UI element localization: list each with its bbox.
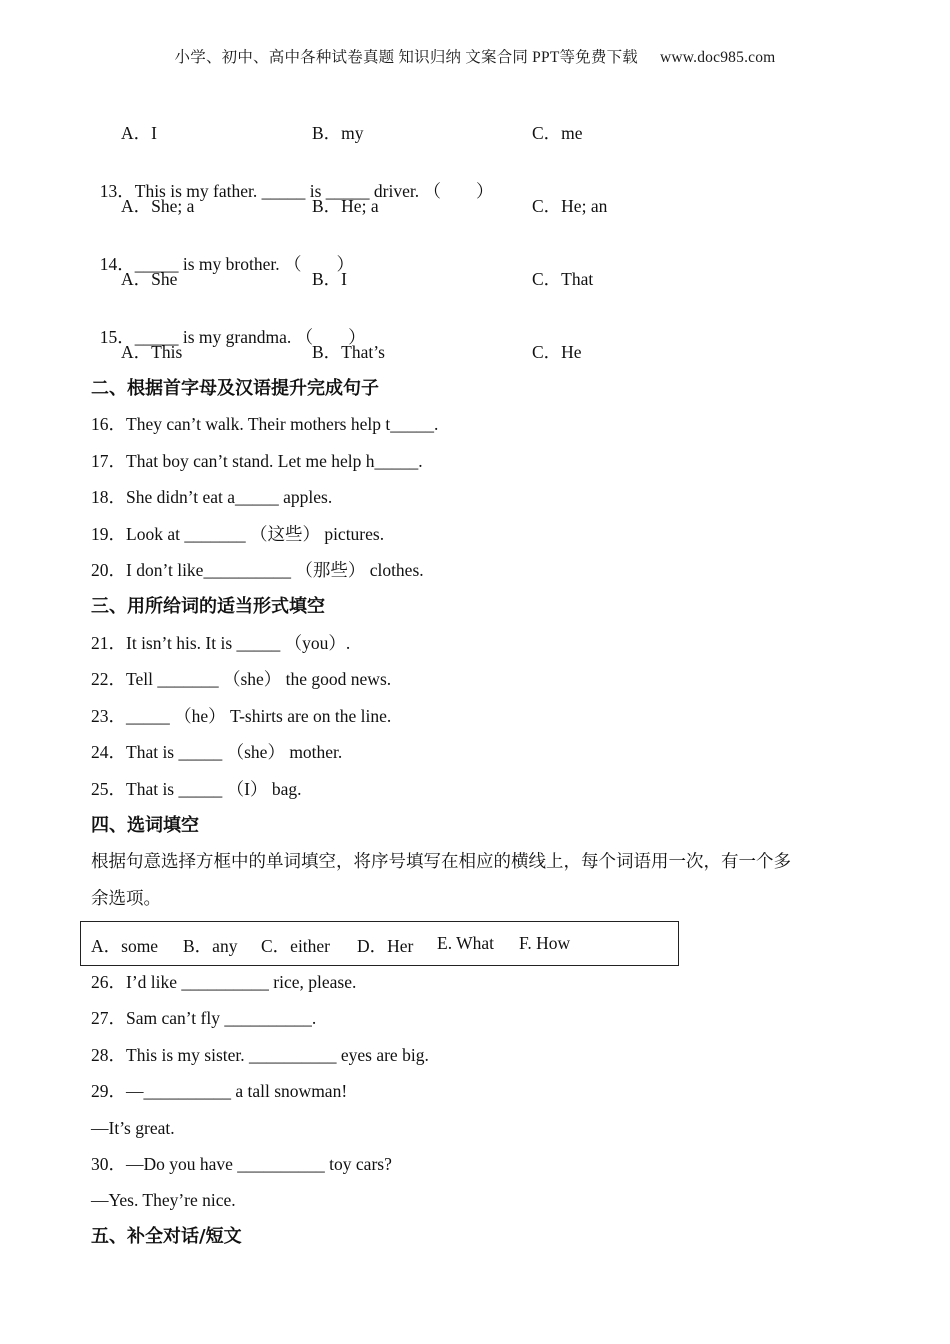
q14-option-c: C．That [532,269,594,289]
q12-option-c: C．me [532,123,583,143]
section-4-instruction-cont: 余选项。 [91,889,161,909]
q15-option-c: C．He [532,342,582,362]
section-4-instruction: 根据句意选择方框中的单词填空，将序号填写在相应的横线上，每个词语用一次，有一个多 [91,852,791,872]
question-24: 24．That is _____ （she） mother. [91,742,343,762]
section-2-title: 二、根据首字母及汉语提升完成句子 [91,378,379,399]
q12-option-b: B．my [312,123,364,143]
question-text: _____ is my grandma. （ ） [134,327,366,347]
question-29: 29．—__________ a tall snowman! [91,1081,348,1101]
question-25: 25．That is _____ （I） bag. [91,779,302,799]
word-option-e: E. What [437,933,495,953]
q14-option-b: B．I [312,269,347,289]
question-text: _____ is my brother. （ ） [134,254,354,274]
page-header [0,45,950,67]
question-number: 13． [99,181,135,201]
word-option-c: C．either [261,936,331,956]
section-4-title: 四、选词填空 [91,815,199,836]
word-option-a: A．some [91,936,159,956]
question-23: 23．_____ （he） T-shirts are on the line. [91,706,392,726]
q12-option-a: A．I [121,123,157,143]
question-16: 16．They can’t walk. Their mothers help t_____. [91,414,439,434]
question-27: 27．Sam can’t fly __________. [91,1008,317,1028]
q15-option-a: A．This [121,342,183,362]
question-30-reply: —Yes. They’re nice. [91,1190,236,1210]
header-text: 小学、初中、高中各种试卷真题 知识归纳 文案合同 PPT等免费下载 [174,49,638,66]
word-option-b: B．any [183,936,238,956]
question-number: 14． [99,254,135,274]
question-number: 15． [99,327,135,347]
q15-option-b: B．That’s [312,342,385,362]
question-text: This is my father. _____ is _____ driver. （ ） [134,181,494,201]
section-3-title: 三、用所给词的适当形式填空 [91,596,325,617]
question-18: 18．She didn’t eat a_____ apples. [91,487,333,507]
question-29-reply: —It’s great. [91,1118,175,1138]
q13-option-b: B．He; a [312,196,379,216]
header-site: www.doc985.com [659,49,776,66]
question-30: 30．—Do you have __________ toy cars? [91,1154,392,1174]
question-19: 19．Look at _______ （这些） pictures. [91,524,385,544]
q13-option-a: A．She; a [121,196,195,216]
q13-option-c: C．He; an [532,196,608,216]
word-option-d: D．Her [357,936,414,956]
question-22: 22．Tell _______ （she） the good news. [91,669,392,689]
word-option-f: F. How [519,933,571,953]
q14-option-a: A．She [121,269,178,289]
question-17: 17．That boy can’t stand. Let me help h_____. [91,451,423,471]
question-28: 28．This is my sister. __________ eyes are big. [91,1045,429,1065]
word-box [80,921,679,966]
section-5-title: 五、补全对话/短文 [91,1226,242,1247]
question-21: 21．It isn’t his. It is _____ （you）. [91,633,351,653]
question-26: 26．I’d like __________ rice, please. [91,972,357,992]
question-20: 20．I don’t like__________ （那些） clothes. [91,560,424,580]
